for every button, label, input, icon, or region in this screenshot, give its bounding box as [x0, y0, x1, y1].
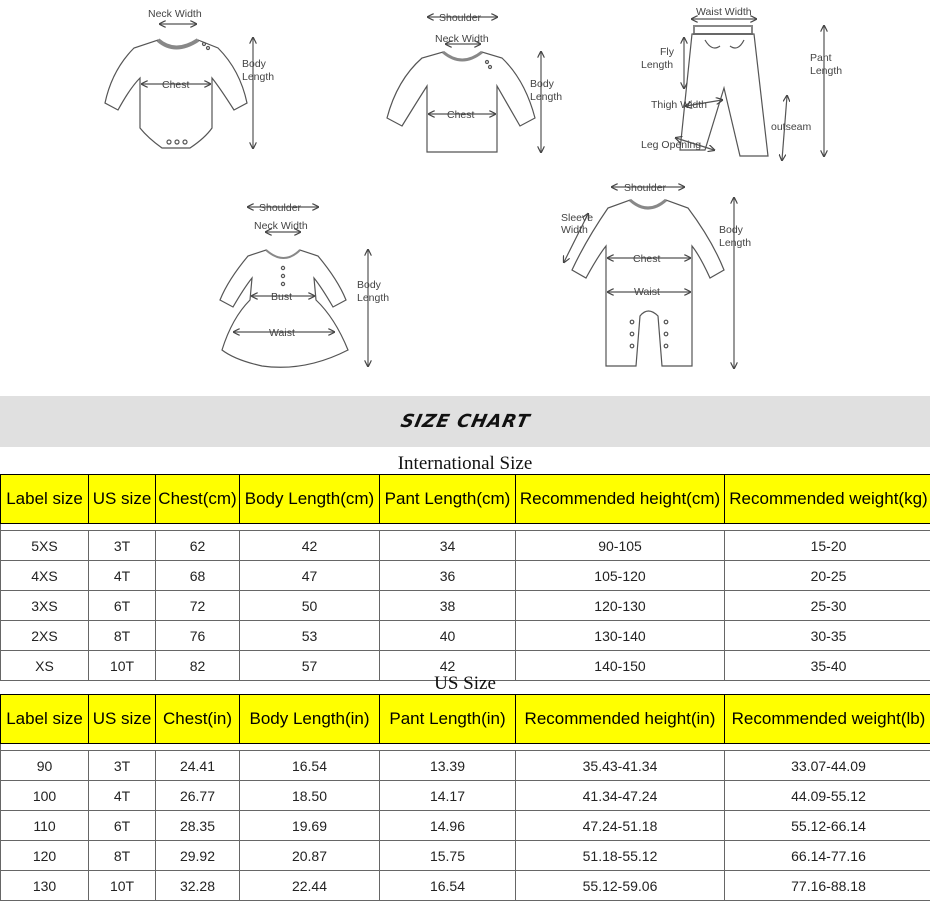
- romper-body-label: Body: [719, 224, 744, 236]
- table-cell: 10T: [89, 651, 156, 681]
- table-cell: 5XS: [1, 531, 89, 561]
- bodysuit-body-label: Body: [242, 58, 267, 70]
- header-us-size: US size: [89, 695, 156, 744]
- table-cell: 38: [380, 591, 516, 621]
- table-cell: 47.24-51.18: [516, 811, 725, 841]
- table-cell: 42: [380, 651, 516, 681]
- table-cell: 55.12-66.14: [725, 811, 930, 841]
- header-recommended-height: Recommended height(in): [516, 695, 725, 744]
- table-cell: XS: [1, 651, 89, 681]
- table-row: [1, 531, 930, 561]
- table-row: [1, 591, 930, 621]
- table-cell: 90: [1, 751, 89, 781]
- table-cell: 3XS: [1, 591, 89, 621]
- table-cell: 90-105: [516, 531, 725, 561]
- pants-leg-opening-label: Leg Opening: [641, 139, 701, 151]
- table-cell: 34: [380, 531, 516, 561]
- table-cell: 16.54: [380, 871, 516, 901]
- table-spacer-row: [1, 524, 930, 531]
- header-chest: Chest(in): [156, 695, 240, 744]
- table-spacer-row: [1, 744, 930, 751]
- table-cell: 57: [240, 651, 380, 681]
- romper-shoulder-label: Shoulder: [624, 182, 667, 194]
- table-cell: 30-35: [725, 621, 930, 651]
- header-recommended-weight: Recommended weight(lb): [725, 695, 930, 744]
- table-cell: 41.34-47.24: [516, 781, 725, 811]
- romper-length-label: Length: [719, 237, 751, 249]
- header-recommended-height: Recommended height(cm): [516, 475, 725, 524]
- shirt-body-label: Body: [530, 78, 555, 90]
- table-cell: 50: [240, 591, 380, 621]
- table-cell: 66.14-77.16: [725, 841, 930, 871]
- table-cell: 2XS: [1, 621, 89, 651]
- pants-thigh-label: Thigh Width: [651, 99, 707, 111]
- table-cell: 19.69: [240, 811, 380, 841]
- dress-bust-label: Bust: [271, 291, 292, 303]
- table-cell: 3T: [89, 751, 156, 781]
- table-cell: 62: [156, 531, 240, 561]
- international-size-table: [0, 474, 930, 681]
- header-us-size: US size: [89, 475, 156, 524]
- dress-waist-label: Waist: [269, 327, 295, 339]
- table-cell: 110: [1, 811, 89, 841]
- romper-waist-label: Waist: [634, 286, 660, 298]
- dress-body-label: Body: [357, 279, 382, 291]
- measurement-illustrations: [0, 0, 930, 390]
- spacer-cell: [1, 524, 930, 531]
- spacer-cell: [1, 744, 930, 751]
- table-cell: 22.44: [240, 871, 380, 901]
- table-cell: 53: [240, 621, 380, 651]
- pants-waist-label: Waist Width: [696, 6, 752, 18]
- table-cell: 29.92: [156, 841, 240, 871]
- table-cell: 16.54: [240, 751, 380, 781]
- shirt-shoulder-label: Shoulder: [439, 12, 482, 24]
- table-cell: 44.09-55.12: [725, 781, 930, 811]
- table-cell: 36: [380, 561, 516, 591]
- header-pant-length: Pant Length(in): [380, 695, 516, 744]
- dress-length-label: Length: [357, 292, 389, 304]
- header-label-size: Label size: [1, 475, 89, 524]
- table-cell: 14.17: [380, 781, 516, 811]
- table-cell: 82: [156, 651, 240, 681]
- romper-width-label: Width: [561, 224, 588, 236]
- table-cell: 120-130: [516, 591, 725, 621]
- table-cell: 76: [156, 621, 240, 651]
- table-cell: 14.96: [380, 811, 516, 841]
- table-cell: 15-20: [725, 531, 930, 561]
- header-chest: Chest(cm): [156, 475, 240, 524]
- table-cell: 6T: [89, 591, 156, 621]
- table-cell: 4T: [89, 781, 156, 811]
- table-cell: 4XS: [1, 561, 89, 591]
- table-row: [1, 871, 930, 901]
- us-size-table: [0, 694, 930, 901]
- table-cell: 105-120: [516, 561, 725, 591]
- dress-neck-label: Neck Width: [254, 220, 308, 232]
- table-cell: 26.77: [156, 781, 240, 811]
- table-cell: 68: [156, 561, 240, 591]
- table-cell: 47: [240, 561, 380, 591]
- table-cell: 51.18-55.12: [516, 841, 725, 871]
- table-cell: 32.28: [156, 871, 240, 901]
- table-cell: 35.43-41.34: [516, 751, 725, 781]
- table-cell: 6T: [89, 811, 156, 841]
- size-chart-title: SIZE CHART: [398, 411, 531, 432]
- header-label-size: Label size: [1, 695, 89, 744]
- table-cell: 130: [1, 871, 89, 901]
- shirt-neck-label: Neck Width: [435, 33, 489, 45]
- bodysuit-neck-label: Neck Width: [148, 8, 202, 20]
- pants-fly-length-label: Length: [641, 59, 673, 71]
- pants-pant-label: Pant: [810, 52, 832, 64]
- table-row: [1, 621, 930, 651]
- table-cell: 8T: [89, 841, 156, 871]
- table-cell: 18.50: [240, 781, 380, 811]
- table-cell: 10T: [89, 871, 156, 901]
- dress-shoulder-label: Shoulder: [259, 202, 302, 214]
- table-row: [1, 561, 930, 591]
- table-cell: 24.41: [156, 751, 240, 781]
- table-cell: 20.87: [240, 841, 380, 871]
- table-cell: 77.16-88.18: [725, 871, 930, 901]
- header-body-length: Body Length(cm): [240, 475, 380, 524]
- table-header-row: [1, 695, 930, 744]
- table-cell: 120: [1, 841, 89, 871]
- pants-pant-length-label: Length: [810, 65, 842, 77]
- bodysuit-chest-label: Chest: [162, 79, 190, 91]
- table-row: [1, 841, 930, 871]
- table-cell: 3T: [89, 531, 156, 561]
- table-cell: 55.12-59.06: [516, 871, 725, 901]
- header-pant-length: Pant Length(cm): [380, 475, 516, 524]
- romper-sleeve-label: Sleeve: [561, 212, 593, 224]
- table-cell: 20-25: [725, 561, 930, 591]
- size-chart-banner: [0, 396, 930, 447]
- table-cell: 4T: [89, 561, 156, 591]
- table-row: [1, 811, 930, 841]
- pants-fly-label: Fly: [660, 46, 675, 58]
- table-cell: 13.39: [380, 751, 516, 781]
- pants-outseam-label: outseam: [771, 121, 812, 133]
- table-cell: 40: [380, 621, 516, 651]
- us-size-title: US Size: [0, 673, 930, 695]
- table-cell: 72: [156, 591, 240, 621]
- table-cell: 140-150: [516, 651, 725, 681]
- table-cell: 100: [1, 781, 89, 811]
- table-row: [1, 781, 930, 811]
- bodysuit-length-label: Length: [242, 71, 274, 83]
- international-size-title: International Size: [0, 453, 930, 475]
- header-recommended-weight: Recommended weight(kg): [725, 475, 930, 524]
- header-body-length: Body Length(in): [240, 695, 380, 744]
- shirt-length-label: Length: [530, 91, 562, 103]
- table-header-row: [1, 475, 930, 524]
- table-cell: 42: [240, 531, 380, 561]
- table-cell: 15.75: [380, 841, 516, 871]
- table-cell: 33.07-44.09: [725, 751, 930, 781]
- table-cell: 35-40: [725, 651, 930, 681]
- romper-chest-label: Chest: [633, 253, 661, 265]
- shirt-chest-label: Chest: [447, 109, 475, 121]
- table-cell: 130-140: [516, 621, 725, 651]
- table-cell: 25-30: [725, 591, 930, 621]
- table-row: [1, 751, 930, 781]
- table-cell: 8T: [89, 621, 156, 651]
- table-cell: 28.35: [156, 811, 240, 841]
